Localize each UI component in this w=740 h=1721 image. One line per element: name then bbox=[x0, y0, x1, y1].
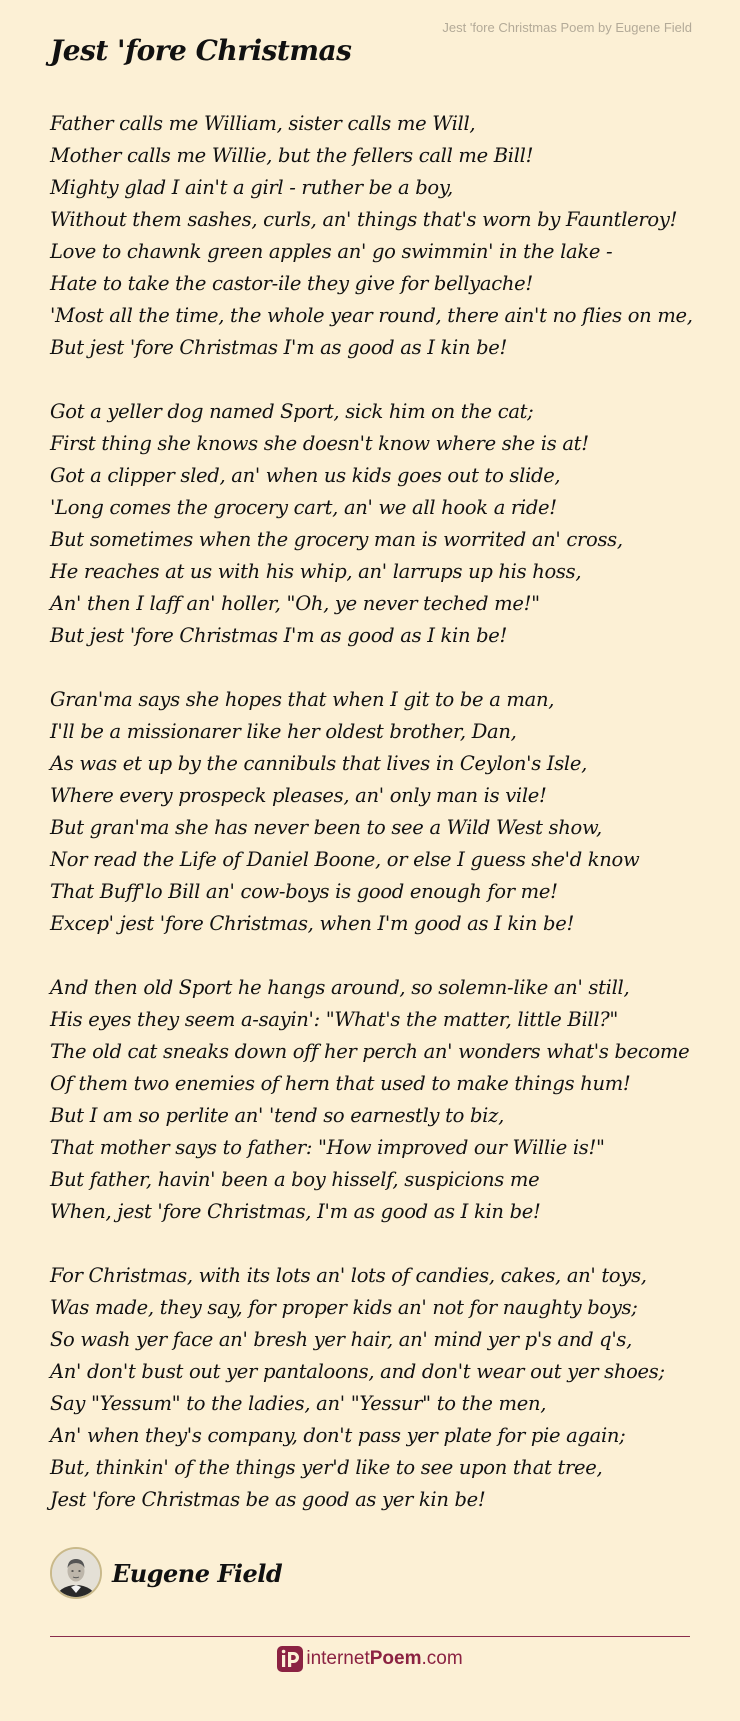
poem-line: 'Long comes the grocery cart, an' we all hook a ride! bbox=[50, 496, 557, 519]
header-credit: Jest 'fore Christmas Poem by Eugene Field bbox=[442, 20, 692, 35]
poem-line: Mighty glad I ain't a girl - ruther be a boy, bbox=[50, 176, 453, 199]
stanza bbox=[50, 396, 730, 652]
poem-line: Gran'ma says she hopes that when I git to be a man, bbox=[50, 688, 555, 711]
brand-suffix: .com bbox=[421, 1648, 463, 1669]
poem-line: Got a yeller dog named Sport, sick him on the cat; bbox=[50, 400, 534, 423]
brand-name bbox=[306, 1648, 462, 1670]
poem-line: He reaches at us with his whip, an' larrups up his hoss, bbox=[50, 560, 582, 583]
poem-line: Of them two enemies of hern that used to make things hum! bbox=[50, 1072, 631, 1095]
stanza bbox=[50, 684, 730, 940]
author-avatar[interactable] bbox=[50, 1547, 102, 1599]
poem-line: That mother says to father: "How improved our Willie is!" bbox=[50, 1136, 605, 1159]
poem-line: An' then I laff an' holler, "Oh, ye never teched me!" bbox=[50, 592, 540, 615]
poem-line: For Christmas, with its lots an' lots of candies, cakes, an' toys, bbox=[50, 1264, 647, 1287]
poem-line: But, thinkin' of the things yer'd like to see upon that tree, bbox=[50, 1456, 603, 1479]
poem-line: An' when they's company, don't pass yer plate for pie again; bbox=[50, 1424, 626, 1447]
poem-line: 'Most all the time, the whole year round, there ain't no flies on me, bbox=[50, 304, 693, 327]
poem-line: Was made, they say, for proper kids an' not for naughty boys; bbox=[50, 1296, 638, 1319]
footer-divider bbox=[50, 1636, 690, 1637]
poem-line: Love to chawnk green apples an' go swimmin' in the lake - bbox=[50, 240, 613, 263]
poem-line: So wash yer face an' bresh yer hair, an' mind yer p's and q's, bbox=[50, 1328, 633, 1351]
poem-line: An' don't bust out yer pantaloons, and don't wear out yer shoes; bbox=[50, 1360, 665, 1383]
poem-line: When, jest 'fore Christmas, I'm as good as I kin be! bbox=[50, 1200, 541, 1223]
author-block[interactable] bbox=[50, 1547, 282, 1599]
stanza bbox=[50, 108, 730, 364]
internetpoem-logo-icon bbox=[277, 1646, 303, 1672]
poem-line: First thing she knows she doesn't know where she is at! bbox=[50, 432, 589, 455]
poem-line: But gran'ma she has never been to see a Wild West show, bbox=[50, 816, 602, 839]
stanza bbox=[50, 972, 730, 1228]
author-portrait-icon bbox=[52, 1549, 100, 1597]
poem-line: I'll be a missionarer like her oldest brother, Dan, bbox=[50, 720, 517, 743]
author-name[interactable]: Eugene Field bbox=[112, 1558, 283, 1588]
poem-line: Hate to take the castor-ile they give for bellyache! bbox=[50, 272, 533, 295]
poem-line: Jest 'fore Christmas be as good as yer kin be! bbox=[50, 1488, 486, 1511]
poem-line: As was et up by the cannibuls that lives in Ceylon's Isle, bbox=[50, 752, 587, 775]
poem-line: Nor read the Life of Daniel Boone, or else I guess she'd know bbox=[50, 848, 640, 871]
poem-line: Without them sashes, curls, an' things that's worn by Fauntleroy! bbox=[50, 208, 678, 231]
poem-line: But I am so perlite an' 'tend so earnestly to biz, bbox=[50, 1104, 504, 1127]
poem-line: Excep' jest 'fore Christmas, when I'm good as I kin be! bbox=[50, 912, 574, 935]
poem-line: But jest 'fore Christmas I'm as good as I kin be! bbox=[50, 624, 508, 647]
poem-line: Where every prospeck pleases, an' only man is vile! bbox=[50, 784, 547, 807]
poem-body bbox=[50, 108, 730, 1548]
poem-line: Father calls me William, sister calls me Will, bbox=[50, 112, 476, 135]
poem-line: But father, havin' been a boy hisself, suspicions me bbox=[50, 1168, 540, 1191]
brand-prefix: internet bbox=[306, 1648, 370, 1669]
poem-line: His eyes they seem a-sayin': "What's the matter, little Bill?" bbox=[50, 1008, 619, 1031]
poem-line: Say "Yessum" to the ladies, an' "Yessur" to the men, bbox=[50, 1392, 547, 1415]
poem-line: And then old Sport he hangs around, so solemn-like an' still, bbox=[50, 976, 630, 999]
poem-line: That Buff'lo Bill an' cow-boys is good enough for me! bbox=[50, 880, 558, 903]
poem-line: But jest 'fore Christmas I'm as good as I kin be! bbox=[50, 336, 508, 359]
brand-bold: Poem bbox=[369, 1648, 422, 1669]
poem-line: The old cat sneaks down off her perch an' wonders what's become bbox=[50, 1040, 690, 1063]
brand-logo-link[interactable] bbox=[0, 1646, 740, 1672]
poem-title: Jest 'fore Christmas bbox=[50, 34, 352, 67]
poem-line: But sometimes when the grocery man is worrited an' cross, bbox=[50, 528, 623, 551]
poem-line: Got a clipper sled, an' when us kids goes out to slide, bbox=[50, 464, 561, 487]
poem-line: Mother calls me Willie, but the fellers call me Bill! bbox=[50, 144, 534, 167]
stanza bbox=[50, 1260, 730, 1516]
